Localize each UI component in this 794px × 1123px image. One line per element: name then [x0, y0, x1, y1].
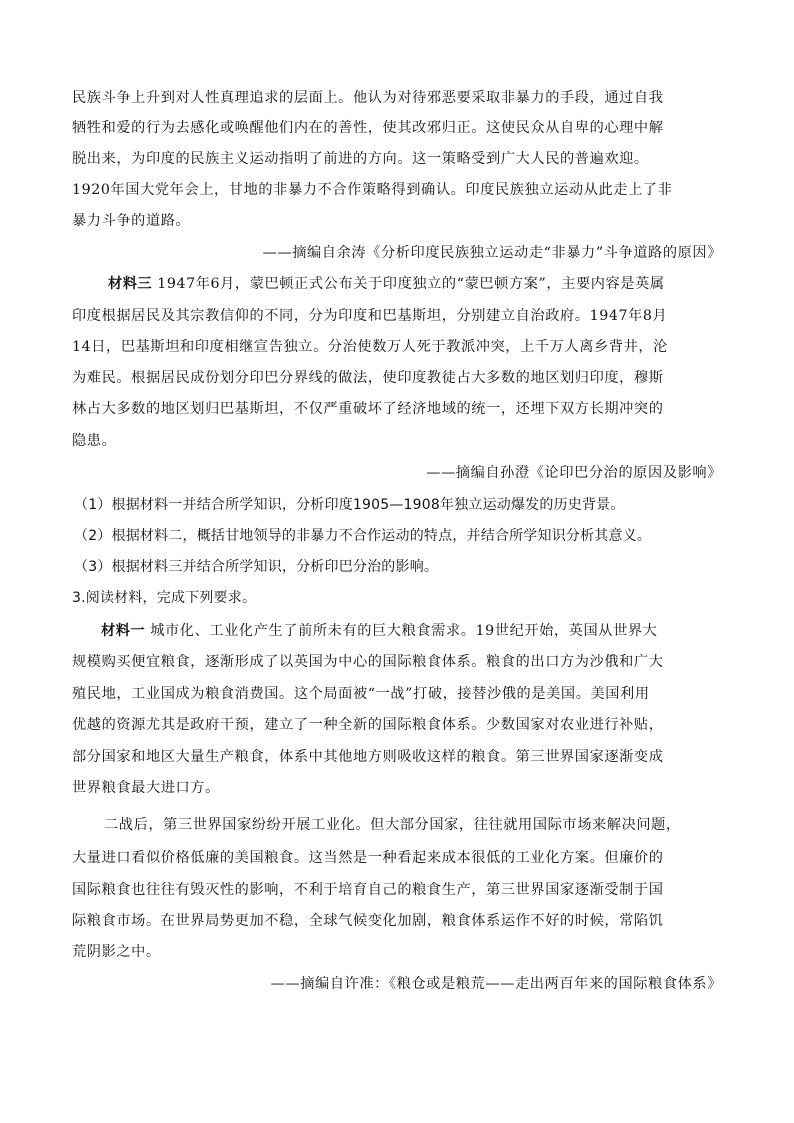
- material3-source: ——摘编自孙澄《论印巴分治的原因及影响》: [426, 465, 722, 481]
- material3-label: 材料三: [108, 276, 153, 292]
- material3-line-3: 14日，巴基斯坦和印度相继宣告独立。分治使数万人死于教派冲突，上千万人离乡背井，沦: [72, 339, 668, 355]
- q3-material1-para2-line-4: 际粮食市场。在世界局势更加不稳，全球气候变化加剧，粮食体系运作不好的时候，常陷饥: [72, 913, 664, 929]
- q3-material1-line-6: 世界粮食最大进口方。: [72, 780, 220, 796]
- material2-source: ——摘编自余涛《分析印度民族独立运动走“非暴力”斗争道路的原因》: [262, 245, 722, 261]
- material2-line-5: 暴力斗争的道路。: [72, 213, 191, 229]
- q3-material1-line-1-text: 城市化、工业化产生了前所未有的巨大粮食需求。19世纪开始，英国从世界大: [150, 623, 658, 639]
- question-1: （1）根据材料一并结合所学知识，分析印度1905—1908年独立运动爆发的历史背景。: [74, 497, 625, 513]
- q3-material1-label: 材料一: [101, 623, 146, 639]
- material3-line-6: 隐患。: [72, 433, 117, 449]
- q3-material1-line-4: 优越的资源尤其是政府干预，建立了一种全新的国际粮食体系。少数国家对农业进行补贴，: [72, 717, 664, 733]
- material3-line-2: 印度根据居民及其宗教信仰的不同，分为印度和巴基斯坦，分别建立自治政府。1947年8月: [72, 308, 668, 324]
- material3-line-5: 林占大多数的地区划归巴基斯坦，不仅严重破坏了经济地域的统一，还埋下双方长期冲突的: [72, 401, 664, 417]
- material2-line-4: 1920年国大党年会上，甘地的非暴力不合作策略得到确认。印度民族独立运动从此走上了非: [72, 182, 673, 198]
- material2-line-1: 民族斗争上升到对人性真理追求的层面上。他认为对待邪恶要采取非暴力的手段，通过自我: [72, 90, 664, 106]
- material3-line-4: 为难民。根据居民成份划分印巴分界线的做法，使印度教徒占大多数的地区划归印度，穆斯: [72, 370, 664, 386]
- question-3: （3）根据材料三并结合所学知识，分析印巴分治的影响。: [74, 559, 439, 575]
- q3-material1-source: ——摘编自许准：《粮仓或是粮荒——走出两百年来的国际粮食体系》: [270, 976, 722, 992]
- material3-line-1: [108, 274, 758, 294]
- q3-material1-line-3: 殖民地，工业国成为粮食消费国。这个局面被“一战”打破，接替沙俄的是美国。美国利用: [72, 686, 650, 702]
- material2-line-2: 牺牲和爱的行为去感化或唤醒他们内在的善性，使其改邪归正。这使民众从自卑的心理中解: [72, 120, 664, 136]
- q3-material1-para2-line-3: 国际粮食也往往有毁灭性的影响，不利于培育自己的粮食生产，第三世界国家逐渐受制于国: [72, 882, 664, 898]
- q3-material1-line-2: 规模购买便宜粮食，逐渐形成了以英国为中心的国际粮食体系。粮食的出口方为沙俄和广大: [72, 654, 664, 670]
- q3-material1-para2-line-2: 大量进口看似价格低廉的美国粮食。这当然是一种看起来成本很低的工业化方案。但廉价的: [72, 850, 664, 866]
- q3-material1-para2-line-1: 二战后，第三世界国家纷纷开展工业化。但大部分国家，往往就用国际市场来解决问题，: [104, 817, 681, 833]
- question-2: （2）根据材料二，概括甘地领导的非暴力不合作运动的特点，并结合所学知识分析其意义。: [74, 528, 652, 544]
- material2-line-3: 脱出来，为印度的民族主义运动指明了前进的方向。这一策略受到广大人民的普遍欢迎。: [72, 151, 649, 167]
- q3-material1-line-5: 部分国家和地区大量生产粮食，体系中其他地方则吸收这样的粮食。第三世界国家逐渐变成: [72, 749, 664, 765]
- question-3-heading: 3.阅读材料，完成下列要求。: [72, 590, 257, 606]
- material3-line-1-text: 1947年6月，蒙巴顿正式公布关于印度独立的“蒙巴顿方案”，主要内容是英属: [157, 276, 665, 292]
- q3-material1-para2-line-5: 荒阴影之中。: [72, 944, 161, 960]
- q3-material1-line-1: [101, 621, 751, 641]
